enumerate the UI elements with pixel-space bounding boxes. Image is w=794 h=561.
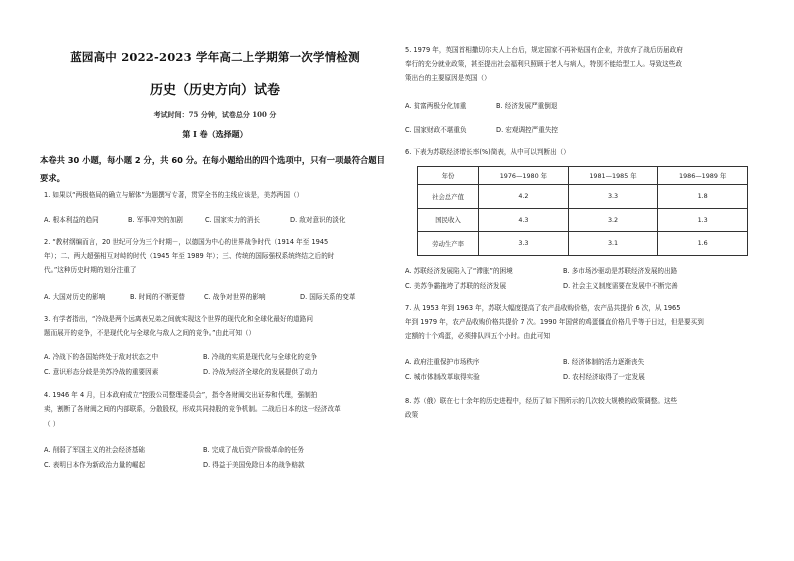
exam-info: 考试时间：75 分钟，试卷总分 100 分 — [153, 110, 277, 119]
table-row — [418, 208, 748, 232]
q2-option-d[interactable]: D. 国际关系的变革 — [300, 293, 356, 301]
section-title: 第 I 卷（选择题） — [182, 129, 248, 139]
q7-line-1: 7. 从 1953 年到 1963 年，苏联大幅度提高了农产品收购价格，农产品共提价 6 次，从 1965 — [405, 304, 681, 312]
q3-option-d[interactable]: D. 冷战为经济全球化的发展提供了动力 — [203, 368, 318, 376]
q3-option-b[interactable]: B. 冷战的实质是现代化与全球化的竞争 — [203, 353, 318, 361]
table-cell: 3.2 — [568, 208, 658, 232]
q2-option-c[interactable]: C. 战争对世界的影响 — [204, 293, 266, 301]
table-cell: 3.3 — [479, 232, 569, 256]
q4-line-2: 卖，割断了各财阀之间的内部联系，分散股权，形成共同持股的竞争机制。二战后日本的这一经济改革 — [44, 405, 341, 413]
table-cell: 3.3 — [568, 185, 658, 209]
q8-line-2: 政策 — [405, 411, 419, 419]
q5-line-2: 奉行的充分就业政策，甚至提出社会福利只照顾于老人与病人，特别不能给型工人。导致这些政 — [405, 60, 682, 68]
q1-option-a[interactable]: A. 根本利益的趋同 — [44, 216, 99, 224]
instructions: 本卷共 30 小题，每小题 2 分，共 60 分。在每小题给出的四个选项中，只有一项最符合题目要求。 — [40, 155, 385, 183]
table-cell: 1.8 — [658, 185, 748, 209]
q6-option-b[interactable]: B. 多市场沙驱动是苏联经济发展的出路 — [563, 267, 678, 275]
table-row — [418, 185, 748, 209]
table-cell: 4.2 — [479, 185, 569, 209]
q7-option-c[interactable]: C. 城市体制改革取得实验 — [405, 373, 480, 381]
table-cell: 劳动生产率 — [418, 232, 479, 256]
q6-option-d[interactable]: D. 社会主义制度需要在发展中不断完善 — [563, 282, 678, 290]
q1-option-d[interactable]: D. 敌对意识的淡化 — [290, 216, 346, 224]
q4-option-c[interactable]: C. 表明日本作为新政治力量的崛起 — [44, 461, 146, 469]
q2-line-3: 代。”这种历史时期的划分注重了 — [44, 266, 137, 274]
q5-option-a[interactable]: A. 贫富两极分化加重 — [405, 102, 467, 110]
q1-option-c[interactable]: C. 国家实力的消长 — [205, 216, 260, 224]
q4-option-b[interactable]: B. 完成了战后资产阶级革命的任务 — [203, 446, 305, 454]
q2-line-2: 年）；二、两大超强相互对峙的时代（1945 年至 1989 年）；三、传统的国际强权系统终结之后的时 — [44, 252, 335, 260]
table-header-cell: 1976—1980 年 — [479, 167, 569, 185]
q7-option-b[interactable]: B. 经济体制的活力逐渐丧失 — [563, 358, 645, 366]
q4-line-1: 4. 1946 年 4 月，日本政府成立“控股公司整理委员会”，指令各财阀交出证券和代理，强制拍 — [44, 391, 318, 399]
q5-option-d[interactable]: D. 宏观调控严重失控 — [496, 126, 559, 134]
growth-rate-table — [417, 166, 748, 256]
table-cell: 4.3 — [479, 208, 569, 232]
q3-option-c[interactable]: C. 意识形态分歧是美苏冷战的重要因素 — [44, 368, 159, 376]
q4-line-3: （ ） — [44, 420, 60, 428]
table-header-cell: 年份 — [418, 167, 479, 185]
q5-line-1: 5. 1979 年，英国首相撒切尔夫人上台后，规定国家不再补贴国有企业，并放弃了战后历届政府 — [405, 46, 683, 54]
q8-line-1: 8. 苏（俄）联在七十余年的历史进程中，经历了如下图所示的几次较大规模的政策调整。这些 — [405, 397, 678, 405]
table-header-cell: 1981—1985 年 — [568, 167, 658, 185]
q3-option-a[interactable]: A. 冷战下的各国始终处于敌对状态之中 — [44, 353, 159, 361]
q2-option-b[interactable]: B. 时间的不断更替 — [130, 293, 185, 301]
q3-line-2: 题而展开的竞争，不是现代化与全球化与敌人之间的竞争。”由此可知（） — [44, 329, 256, 337]
q7-line-2: 年到 1979 年，农产品收购价格共提价 7 次。1990 年国营的鸡蛋僵直价格几乎等于日过，但是要买到 — [405, 318, 704, 326]
q2-line-1: 2. “教材纲编而言，20 世纪可分为三个时期－，以德国为中心的世界战争时代（1914 年至 1945 — [44, 238, 329, 246]
q1-stem: 1. 如果以“两极格局的确立与解体”为题撰写专著，贯穿全书的主线应该是，美苏两国（） — [44, 191, 304, 199]
q7-option-d[interactable]: D. 农村经济取得了一定发展 — [563, 373, 645, 381]
table-header-cell: 1986—1989 年 — [658, 167, 748, 185]
q6-option-a[interactable]: A. 苏联经济发展陷入了“滞胀”的困境 — [405, 267, 513, 275]
table-cell: 1.3 — [658, 208, 748, 232]
q7-line-3: 定额的十个鸡蛋，必须排队四五个小时。由此可知 — [405, 332, 551, 340]
q5-line-3: 策出台的主要原因是英国（） — [405, 74, 491, 82]
q1-option-b[interactable]: B. 军事冲突的加剧 — [128, 216, 183, 224]
q4-option-a[interactable]: A. 削弱了军国主义的社会经济基础 — [44, 446, 145, 454]
q2-option-a[interactable]: A. 大国对历史的影响 — [44, 293, 106, 301]
table-cell: 1.6 — [658, 232, 748, 256]
q6-stem: 6. 下表为苏联经济增长率(%)简表，从中可以判断出（） — [405, 148, 570, 156]
table-cell: 3.1 — [568, 232, 658, 256]
table-row — [418, 232, 748, 256]
exam-title: 历史（历史方向）试卷 — [149, 83, 280, 98]
table-cell: 国民收入 — [418, 208, 479, 232]
table-header-row — [418, 167, 748, 185]
school-title: 蓝园高中 2022-2023 学年高二上学期第一次学情检测 — [70, 50, 360, 64]
q3-line-1: 3. 有学者指出，“冷战是两个远离表兄弟之间就实现这个世界的现代化和全球化最好的道路问 — [44, 315, 313, 323]
q5-option-c[interactable]: C. 国家财政不堪重负 — [405, 126, 467, 134]
q5-option-b[interactable]: B. 经济发展严重倒退 — [496, 102, 558, 110]
q7-option-a[interactable]: A. 政府注重保护市场秩序 — [405, 358, 480, 366]
table-cell: 社会总产值 — [418, 185, 479, 209]
q6-option-c[interactable]: C. 美苏争霸拖垮了苏联的经济发展 — [405, 282, 507, 290]
q4-option-d[interactable]: D. 得益于美国免除日本的战争赔款 — [203, 461, 305, 469]
